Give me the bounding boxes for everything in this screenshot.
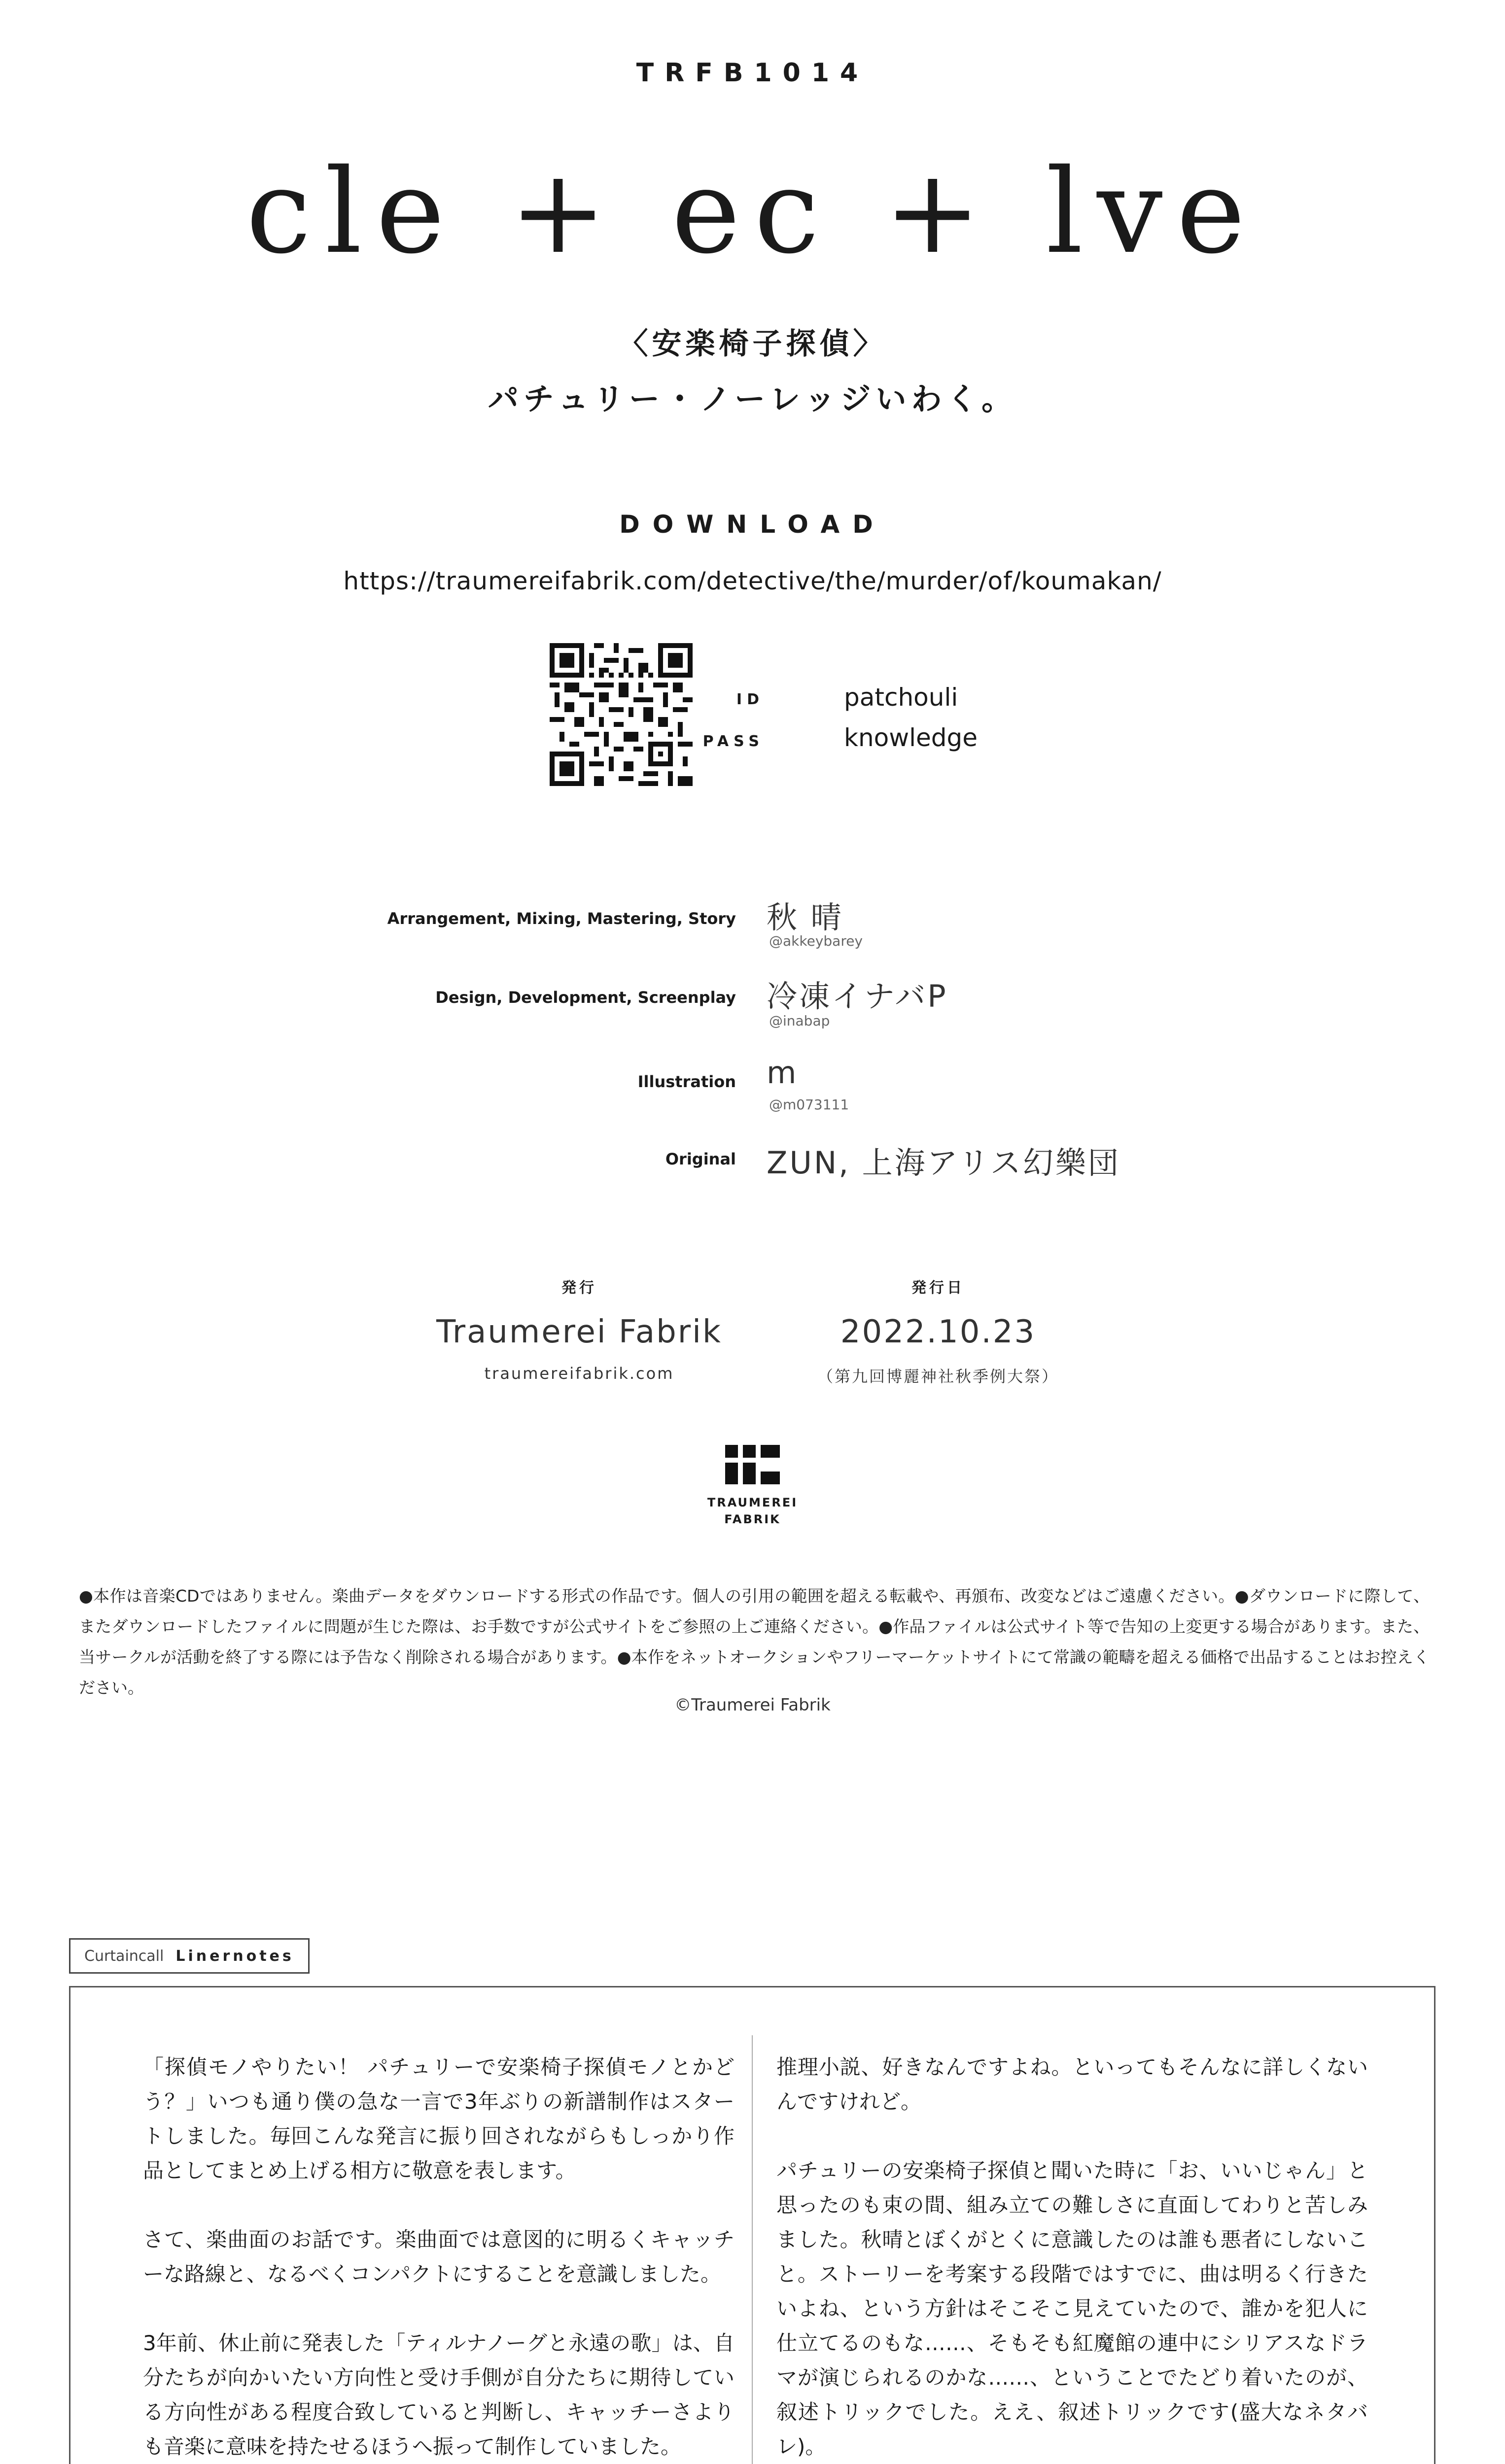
pass-label: PASS [702, 733, 764, 750]
staff-handle[interactable]: @akkeybarey [769, 933, 863, 949]
id-value: patchouli [844, 683, 958, 712]
publisher-label: 発行 [561, 1279, 597, 1297]
copyright: ©Traumerei Fabrik [674, 1695, 831, 1715]
linernotes-right-column [776, 2050, 1368, 2464]
paragraph: 「探偵モノやりたい！ パチュリーで安楽椅子探偵モノとかどう？」いつも通り僕の急な一言で3年ぶりの新譜制作はスタートしました。毎回こんな発言に振り回されながらもしっかり作品としてまとめ上げる相方に敬意を表します。 [143, 2055, 735, 2183]
paragraph: さて、楽曲面のお話です。楽曲面では意図的に明るくキャッチーな路線と、なるべくコンパクトにすることを意識しました。 [143, 2227, 735, 2286]
legal-notice: ●本作は音楽CDではありません。楽曲データをダウンロードする形式の作品です。個人の引用の範囲を超える転載や、再頒布、改変などはご遠慮ください。●ダウンロードに際して、またダウンロードしたファイルに問題が生じた際は、お手数ですが公式サイトをご参照の上ご連絡ください。●作品ファイルは公式サイト等で告知の上変更する場合があります。また、当サークルが活動を終了する際には予告なく削除される場合があります。●本作をネットオークションやフリーマーケットサイトにて常識の範疇を超える価格で出品することはお控えください。 [79, 1586, 1430, 1697]
publisher-site[interactable]: traumereifabrik.com [484, 1364, 674, 1383]
staff-handle[interactable]: @inabap [769, 1013, 830, 1029]
staff-name: 秋 晴 [767, 899, 843, 935]
staff-role: Design, Development, Screenplay [435, 988, 736, 1007]
linernotes-tag-title: Linernotes [175, 1947, 294, 1965]
album-subtitle: パチュリー・ノーレッジいわく。 [488, 381, 1017, 417]
logo-wordmark [0, 1494, 1505, 1528]
release-date: 2022.10.23 [840, 1314, 1036, 1350]
download-heading: DOWNLOAD [619, 510, 886, 539]
staff-name: 冷凍イナバP [767, 978, 948, 1014]
publisher-name: Traumerei Fabrik [436, 1314, 722, 1350]
album-title: cle + ec + lve [245, 144, 1260, 279]
staff-handle[interactable]: @m073111 [769, 1096, 849, 1113]
staff-name: ZUN, 上海アリス幻樂団 [767, 1145, 1120, 1181]
download-url[interactable]: https://traumereifabrik.com/detective/the/murder/of/koumakan/ [343, 567, 1162, 595]
linernotes-left-column [143, 2050, 735, 2464]
release-label: 発行日 [911, 1279, 965, 1297]
paragraph: パチュリーの安楽椅子探偵と聞いた時に「お、いいじゃん」と思ったのも束の間、組み立ての難しさに直面してわりと苦しみました。秋晴とぼくがとくに意識したのは誰も悪者にしないこと。ストーリーを考案する段階ではすでに、曲は明るく行きたいよね、という方針はそこそこ見えていたので、誰かを犯人に仕立てるのもな……、そもそも紅魔館の連中にシリアスなドラマが演じられるのかな……、ということでたどり着いたのが、叙述トリックでした。ええ、叙述トリックです(盛大なネタバレ)。 [776, 2158, 1368, 2459]
column-divider [752, 2035, 753, 2464]
staff-name: m [767, 1055, 799, 1091]
release-block [716, 1275, 1160, 1387]
logo-line-2: FABRIK [724, 1512, 781, 1526]
staff-role: Illustration [637, 1072, 736, 1091]
linernotes-tag [69, 1938, 310, 1974]
staff-role: Original [665, 1150, 736, 1168]
pass-value: knowledge [844, 723, 978, 752]
catalog-number: TRFB1014 [636, 58, 869, 88]
paragraph: 3年前、休止前に発表した「ティルナノーグと永遠の歌」は、自分たちが向かいたい方向性と受け手側が自分たちに期待している方向性がある程度合致していると判断し、キャッチーさよりも音楽に意味を持たせるほうへ振って制作していました。 [143, 2331, 735, 2459]
qr-code-icon[interactable] [550, 643, 693, 786]
paragraph: 推理小説、好きなんですよね。といってもそんなに詳しくないんですけれど。 [776, 2055, 1368, 2114]
staff-role: Arrangement, Mixing, Mastering, Story [387, 909, 736, 928]
logo-line-1: TRAUMEREI [707, 1496, 798, 1509]
release-event: （第九回博麗神社秋季例大祭） [817, 1367, 1059, 1386]
linernotes-tag-curtaincall: Curtaincall [84, 1947, 164, 1965]
series-title: 〈安楽椅子探偵〉 [618, 327, 887, 361]
id-label: ID [736, 691, 764, 708]
traumerei-fabrik-logo-icon [725, 1445, 780, 1484]
